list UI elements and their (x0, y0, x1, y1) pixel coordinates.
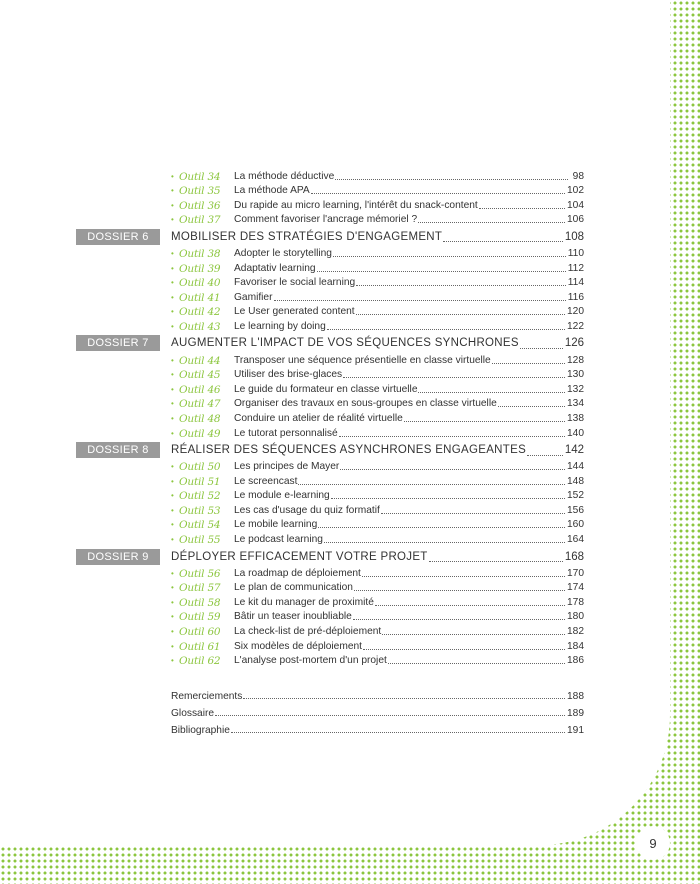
toc-entry[interactable] (76, 318, 584, 333)
toc-entry[interactable] (76, 260, 584, 275)
dot-leader (231, 732, 565, 733)
dot-leader (362, 576, 565, 577)
dot-leader (340, 469, 565, 470)
entry-lead (76, 582, 353, 594)
toc-entry[interactable] (76, 304, 584, 319)
toc-entry[interactable] (76, 459, 584, 474)
entry-title: Transposer une séquence présentielle en classe virtuelle (234, 354, 491, 366)
entry-page: 164 (567, 534, 584, 546)
bullet-icon: • (171, 248, 174, 258)
toc-entry[interactable] (76, 212, 584, 227)
bullet-icon: • (171, 491, 174, 501)
dossier-title: MOBILISER DES STRATÉGIES D'ENGAGEMENT (171, 230, 443, 243)
toc-entry[interactable] (76, 168, 584, 183)
bullet-icon: • (171, 171, 174, 181)
entry-page: 114 (567, 277, 584, 289)
entry-lead (76, 428, 338, 440)
outil-label: Outil 46 (179, 383, 221, 396)
dossier-page: 108 (564, 230, 584, 243)
back-matter (76, 685, 584, 736)
entry-page: 112 (567, 262, 584, 274)
dot-leader (356, 285, 566, 286)
toc-entry[interactable] (76, 565, 584, 580)
entry-title: Le podcast learning (234, 534, 323, 546)
dot-leader (381, 513, 565, 514)
dot-leader (331, 498, 565, 499)
entry-title: Adopter le storytelling (234, 247, 332, 259)
entry-page: 174 (567, 582, 584, 594)
bullet-icon: • (171, 505, 174, 515)
entry-title: Le tutorat personnalisé (234, 427, 338, 439)
entry-title: Adaptativ learning (234, 262, 316, 274)
entry-lead (76, 398, 497, 410)
entry-lead (76, 490, 330, 502)
entry-page: 140 (567, 427, 584, 439)
toc-entry[interactable] (76, 488, 584, 503)
entry-page: 134 (567, 398, 584, 410)
entry-lead (76, 171, 334, 183)
entry-lead (76, 384, 417, 396)
dot-leader (404, 421, 565, 422)
outil-label: Outil 61 (179, 640, 221, 653)
dot-leader (388, 663, 565, 664)
dot-leader (527, 455, 563, 456)
dot-leader (335, 179, 568, 180)
dot-leader (343, 377, 565, 378)
dot-leader (443, 241, 563, 242)
entry-page: 189 (567, 708, 584, 720)
bullet-icon: • (171, 278, 174, 288)
dot-leader (418, 222, 565, 223)
entry-title: Six modèles de déploiement (234, 640, 362, 652)
entry-title: Glossaire (171, 708, 215, 720)
bullet-icon: • (171, 641, 174, 651)
entry-page: 138 (567, 412, 584, 424)
outil-label: Outil 42 (179, 306, 221, 319)
bullet-icon: • (171, 656, 174, 666)
toc-entry[interactable] (76, 352, 584, 367)
entry-page: 102 (567, 185, 584, 197)
dot-leader (356, 314, 565, 315)
entry-lead (76, 597, 374, 609)
bullet-icon: • (171, 384, 174, 394)
entry-page: 130 (567, 369, 584, 381)
dot-leader (327, 329, 565, 330)
dot-leader (215, 715, 565, 716)
entry-title: Du rapide au micro learning, l'intérêt du snack-content (234, 199, 478, 211)
bullet-icon: • (171, 215, 174, 225)
entry-title: La check-list de pré-déploiement (234, 626, 382, 638)
dossier-label: DOSSIER 6 (76, 229, 160, 245)
dossier-heading[interactable] (76, 442, 584, 459)
entry-page: 120 (567, 306, 584, 318)
entry-page: 188 (567, 691, 584, 703)
bullet-icon: • (171, 292, 174, 302)
toc-entry[interactable] (76, 197, 584, 212)
entry-lead (76, 461, 339, 473)
bullet-icon: • (171, 612, 174, 622)
entry-lead (76, 505, 380, 517)
table-of-contents (76, 168, 584, 736)
dot-leader (429, 561, 563, 562)
entry-page: 182 (567, 626, 584, 638)
outil-label: Outil 47 (179, 398, 221, 411)
toc-entry[interactable] (76, 580, 584, 595)
bullet-icon: • (171, 520, 174, 530)
dossier-heading[interactable] (76, 548, 584, 565)
outil-label: Outil 38 (179, 247, 221, 260)
dot-leader (363, 649, 565, 650)
toc-entry[interactable] (76, 396, 584, 411)
outil-label: Outil 56 (179, 567, 221, 580)
toc-entry[interactable] (76, 289, 584, 304)
toc-entry[interactable] (76, 275, 584, 290)
dossier-page: 126 (564, 337, 584, 350)
back-matter-entry[interactable] (76, 719, 584, 736)
entry-title: Le kit du manager de proximité (234, 596, 374, 608)
entry-title: La méthode APA (234, 185, 310, 197)
outil-label: Outil 45 (179, 369, 221, 382)
entry-page: 180 (567, 611, 584, 623)
entry-page: 160 (567, 519, 584, 531)
dot-leader (520, 348, 563, 349)
entry-lead (76, 185, 310, 197)
entry-title: La roadmap de déploiement (234, 567, 361, 579)
outil-label: Outil 55 (179, 534, 221, 547)
entry-page: 104 (567, 199, 584, 211)
outil-label: Outil 39 (179, 262, 221, 275)
entry-page: 148 (567, 475, 584, 487)
back-matter-entry[interactable] (76, 702, 584, 719)
bullet-icon: • (171, 428, 174, 438)
entry-lead (76, 641, 362, 653)
entry-page: 122 (567, 320, 584, 332)
entry-lead (76, 277, 355, 289)
bullet-icon: • (171, 307, 174, 317)
outil-label: Outil 35 (179, 185, 221, 198)
bullet-icon: • (171, 399, 174, 409)
toc-entry[interactable] (76, 638, 584, 653)
bullet-icon: • (171, 413, 174, 423)
toc-entry[interactable] (76, 410, 584, 425)
toc-entry[interactable] (76, 517, 584, 532)
outil-label: Outil 50 (179, 461, 221, 474)
bullet-icon: • (171, 370, 174, 380)
dossier-label: DOSSIER 9 (76, 549, 160, 565)
dossier-title: RÉALISER DES SÉQUENCES ASYNCHRONES ENGAGEANTES (171, 444, 527, 456)
entry-title: Conduire un atelier de réalité virtuelle (234, 412, 403, 424)
entry-title: Le plan de communication (234, 582, 353, 594)
dot-leader (274, 300, 566, 301)
entry-lead (76, 321, 326, 333)
entry-lead (76, 655, 387, 667)
entry-title: Le User generated content (234, 306, 355, 318)
outil-label: Outil 60 (179, 626, 221, 639)
entry-title: Favoriser le social learning (234, 277, 356, 289)
entry-lead (76, 413, 403, 425)
bullet-icon: • (171, 535, 174, 545)
outil-label: Outil 57 (179, 582, 221, 595)
dot-leader (333, 256, 566, 257)
entry-lead (76, 611, 352, 623)
bullet-icon: • (171, 263, 174, 273)
outil-label: Outil 59 (179, 611, 221, 624)
entry-page: 178 (567, 596, 584, 608)
entry-page: 132 (567, 383, 584, 395)
toc-entry[interactable] (76, 245, 584, 260)
outil-label: Outil 41 (179, 291, 221, 304)
entry-title: Bâtir un teaser inoubliable (234, 611, 352, 623)
toc-entry[interactable] (76, 609, 584, 624)
dot-leader (339, 436, 565, 437)
dossier-label: DOSSIER 7 (76, 335, 160, 351)
entry-page: 156 (567, 504, 584, 516)
bullet-icon: • (171, 627, 174, 637)
entry-title: Le learning by doing (234, 320, 326, 332)
entry-title: Le module e-learning (234, 490, 330, 502)
dot-leader (243, 698, 565, 699)
outil-label: Outil 62 (179, 655, 221, 668)
dossier-heading[interactable] (76, 228, 584, 245)
dot-leader (498, 406, 565, 407)
dossier-page: 142 (564, 444, 584, 456)
toc-entry[interactable] (76, 594, 584, 609)
dot-leader (492, 363, 565, 364)
bullet-icon: • (171, 476, 174, 486)
entry-title: Comment favoriser l'ancrage mémoriel ? (234, 214, 418, 226)
dot-leader (324, 542, 565, 543)
toc-entry[interactable] (76, 381, 584, 396)
dot-leader (354, 590, 565, 591)
entry-lead (76, 248, 332, 260)
outil-label: Outil 43 (179, 320, 221, 333)
bullet-icon: • (171, 355, 174, 365)
entry-lead (76, 519, 317, 531)
entry-title: La méthode déductive (234, 170, 335, 182)
dossier-label: DOSSIER 8 (76, 442, 160, 458)
bullet-icon: • (171, 583, 174, 593)
outil-label: Outil 40 (179, 277, 221, 290)
entry-lead (76, 292, 273, 304)
dot-leader (418, 392, 565, 393)
entry-lead (76, 355, 491, 367)
entry-page: 184 (567, 640, 584, 652)
entry-title: Organiser des travaux en sous-groupes en classe virtuelle (234, 398, 497, 410)
entry-title: Le guide du formateur en classe virtuelle (234, 383, 418, 395)
entry-page: 170 (567, 567, 584, 579)
entry-lead (76, 476, 297, 488)
dot-leader (298, 484, 565, 485)
back-matter-entry[interactable] (76, 685, 584, 702)
dot-leader (479, 208, 565, 209)
outil-label: Outil 37 (179, 214, 221, 227)
outil-label: Outil 51 (179, 475, 221, 488)
entry-lead (76, 626, 381, 638)
entry-lead (76, 534, 323, 546)
dot-leader (375, 605, 565, 606)
entry-page: 116 (567, 291, 584, 303)
entry-page: 110 (567, 247, 584, 259)
entry-title: Remerciements (171, 691, 243, 703)
entry-title: Les cas d'usage du quiz formatif (234, 504, 380, 516)
dossier-heading[interactable] (76, 335, 584, 352)
toc-entry[interactable] (76, 425, 584, 440)
bullet-icon: • (171, 186, 174, 196)
entry-title: Bibliographie (171, 725, 230, 737)
bullet-icon: • (171, 568, 174, 578)
entry-page: 128 (567, 354, 584, 366)
toc-entry[interactable] (76, 473, 584, 488)
entry-title: Le mobile learning (234, 519, 318, 531)
bullet-icon: • (171, 597, 174, 607)
outil-label: Outil 48 (179, 412, 221, 425)
outil-label: Outil 34 (179, 170, 221, 183)
outil-label: Outil 44 (179, 354, 221, 367)
entry-lead (76, 214, 417, 226)
dot-leader (353, 619, 565, 620)
toc-entry[interactable] (76, 183, 584, 198)
dossier-page: 168 (564, 550, 584, 563)
outil-label: Outil 52 (179, 490, 221, 503)
page-number: 9 (636, 826, 670, 860)
toc-entry[interactable] (76, 531, 584, 546)
dot-leader (311, 193, 565, 194)
entry-lead (76, 568, 361, 580)
bullet-icon: • (171, 321, 174, 331)
toc-entry[interactable] (76, 502, 584, 517)
dot-leader (317, 271, 566, 272)
bullet-icon: • (171, 200, 174, 210)
outil-label: Outil 58 (179, 596, 221, 609)
entry-title: L'analyse post-mortem d'un projet (234, 655, 387, 667)
entry-lead (76, 200, 478, 212)
entry-lead (76, 263, 316, 275)
entry-title: Le screencast (234, 475, 298, 487)
entry-page: 191 (567, 725, 584, 737)
toc-entry[interactable] (76, 623, 584, 638)
bullet-icon: • (171, 462, 174, 472)
entry-lead (76, 369, 342, 381)
entry-title: Utiliser des brise-glaces (234, 369, 343, 381)
dot-leader (318, 527, 565, 528)
outil-label: Outil 36 (179, 199, 221, 212)
entry-title: Les principes de Mayer (234, 461, 340, 473)
dot-leader (382, 634, 565, 635)
entry-page: 98 (572, 170, 584, 182)
entry-page: 106 (567, 214, 584, 226)
dossier-title: DÉPLOYER EFFICACEMENT VOTRE PROJET (171, 550, 428, 563)
entry-page: 186 (567, 655, 584, 667)
toc-entry[interactable] (76, 653, 584, 668)
entry-title: Gamifier (234, 291, 273, 303)
dossier-title: AUGMENTER L'IMPACT DE VOS SÉQUENCES SYNCHRONES (171, 337, 519, 350)
toc-entry[interactable] (76, 367, 584, 382)
entry-lead (76, 306, 355, 318)
entry-page: 144 (567, 461, 584, 473)
outil-label: Outil 49 (179, 427, 221, 440)
outil-label: Outil 53 (179, 504, 221, 517)
outil-label: Outil 54 (179, 519, 221, 532)
entry-page: 152 (567, 490, 584, 502)
